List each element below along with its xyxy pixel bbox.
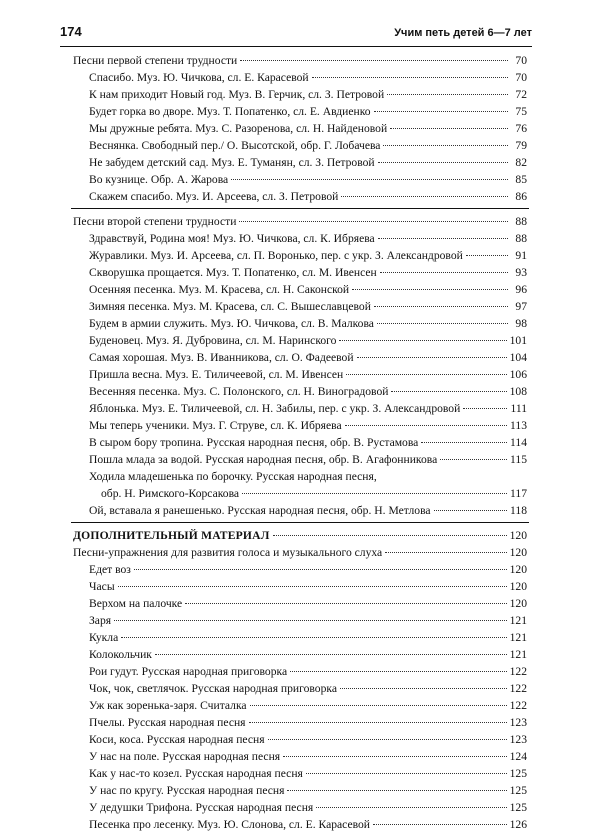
toc-entry: Рои гудут. Русская народная приговорка 122	[89, 665, 527, 678]
toc-entry: Скажем спасибо. Муз. И. Арсеева, сл. З. Петровой 86	[89, 190, 527, 203]
toc-entry: Уж как зоренька-заря. Считалка 122	[89, 699, 527, 712]
section-divider	[71, 208, 529, 209]
toc-entry: Чок, чок, светлячок. Русская народная приговорка 122	[89, 682, 527, 695]
toc-entry: Спасибо. Муз. Ю. Чичкова, сл. Е. Карасевой 70	[89, 71, 527, 84]
toc-entry: В сыром бору тропина. Русская народная песня, обр. В. Рустамова 114	[89, 436, 527, 449]
section-heading-first-difficulty: Песни первой степени трудности 70	[73, 54, 527, 67]
toc-entry: Веснянка. Свободный пер./ О. Высотской, обр. Г. Лобачева 79	[89, 139, 527, 152]
subsection-heading-exercises: Песни-упражнения для развития голоса и музыкального слуха 120	[73, 546, 527, 559]
toc-entry: Кукла 121	[89, 631, 527, 644]
toc-entry: Верхом на палочке 120	[89, 597, 527, 610]
toc-entry: Весенняя песенка. Муз. С. Полонского, сл. Н. Виноградовой 108	[89, 385, 527, 398]
toc-entry: Здравствуй, Родина моя! Муз. Ю. Чичкова, сл. К. Ибряева 88	[89, 232, 527, 245]
toc-entry: Часы 120	[89, 580, 527, 593]
toc-entry: Самая хорошая. Муз. В. Иванникова, сл. О. Фадеевой 104	[89, 351, 527, 364]
toc-entry: Пришла весна. Муз. Е. Тиличеевой, сл. М. Ивенсен 106	[89, 368, 527, 381]
toc-entry: Едет воз 120	[89, 563, 527, 576]
toc-entry: Во кузнице. Обр. А. Жарова 85	[89, 173, 527, 186]
toc-entry-first-line: Ходила младешенька по борочку. Русская народная песня,	[89, 470, 377, 483]
toc-entry: У дедушки Трифона. Русская народная песня 125	[89, 801, 527, 814]
toc-entry: Пчелы. Русская народная песня 123	[89, 716, 527, 729]
toc-entry: Будем в армии служить. Муз. Ю. Чичкова, сл. В. Малкова 98	[89, 317, 527, 330]
header-rule	[60, 46, 532, 47]
toc-entry: Будет горка во дворе. Муз. Т. Попатенко, сл. Е. Авдиенко 75	[89, 105, 527, 118]
toc-entry: Скворушка прощается. Муз. Т. Попатенко, сл. М. Ивенсен 93	[89, 266, 527, 279]
toc-entry: У нас по кругу. Русская народная песня 125	[89, 784, 527, 797]
toc-entry: Колокольчик 121	[89, 648, 527, 661]
toc-entry: Осенняя песенка. Муз. М. Красева, сл. Н. Саконской 96	[89, 283, 527, 296]
section-heading-second-difficulty: Песни второй степени трудности 88	[73, 215, 527, 228]
section-heading-additional-material: ДОПОЛНИТЕЛЬНЫЙ МАТЕРИАЛ 120	[73, 529, 527, 542]
toc-entry: У нас на поле. Русская народная песня 124	[89, 750, 527, 763]
toc-entry: Заря 121	[89, 614, 527, 627]
toc-entry: Яблонька. Муз. Е. Тиличеевой, сл. Н. Забилы, пер. с укр. З. Александровой 111	[89, 402, 527, 415]
toc-entry: Ой, вставала я ранешенько. Русская народная песня, обр. Н. Метлова 118	[89, 504, 527, 517]
toc-entry: Как у нас-то козел. Русская народная песня 125	[89, 767, 527, 780]
toc-entry: Мы дружные ребята. Муз. С. Разоренова, сл. Н. Найденовой 76	[89, 122, 527, 135]
table-of-contents	[73, 52, 527, 833]
toc-entry: Песенка про лесенку. Муз. Ю. Слонова, сл. Е. Карасевой 126	[89, 818, 527, 831]
toc-entry: Буденовец. Муз. Я. Дубровина, сл. М. Наринского 101	[89, 334, 527, 347]
toc-entry: Не забудем детский сад. Муз. Е. Туманян, сл. З. Петровой 82	[89, 156, 527, 169]
toc-entry-continuation: обр. Н. Римского-Корсакова 117	[101, 487, 527, 500]
toc-entry: К нам приходит Новый год. Муз. В. Герчик, сл. З. Петровой 72	[89, 88, 527, 101]
toc-entry: Мы теперь ученики. Муз. Г. Струве, сл. К. Ибряева 113	[89, 419, 527, 432]
page-number: 174	[60, 24, 82, 39]
page-header	[60, 24, 532, 40]
toc-entry: Коси, коса. Русская народная песня 123	[89, 733, 527, 746]
toc-entry: Зимняя песенка. Муз. М. Красева, сл. С. Вышеславцевой 97	[89, 300, 527, 313]
toc-entry: Журавлики. Муз. И. Арсеева, сл. П. Воронько, пер. с укр. З. Александровой 91	[89, 249, 527, 262]
toc-entry: Пошла млада за водой. Русская народная песня, обр. В. Агафонникова 115	[89, 453, 527, 466]
running-title: Учим петь детей 6—7 лет	[394, 27, 532, 39]
section-divider	[71, 522, 529, 523]
